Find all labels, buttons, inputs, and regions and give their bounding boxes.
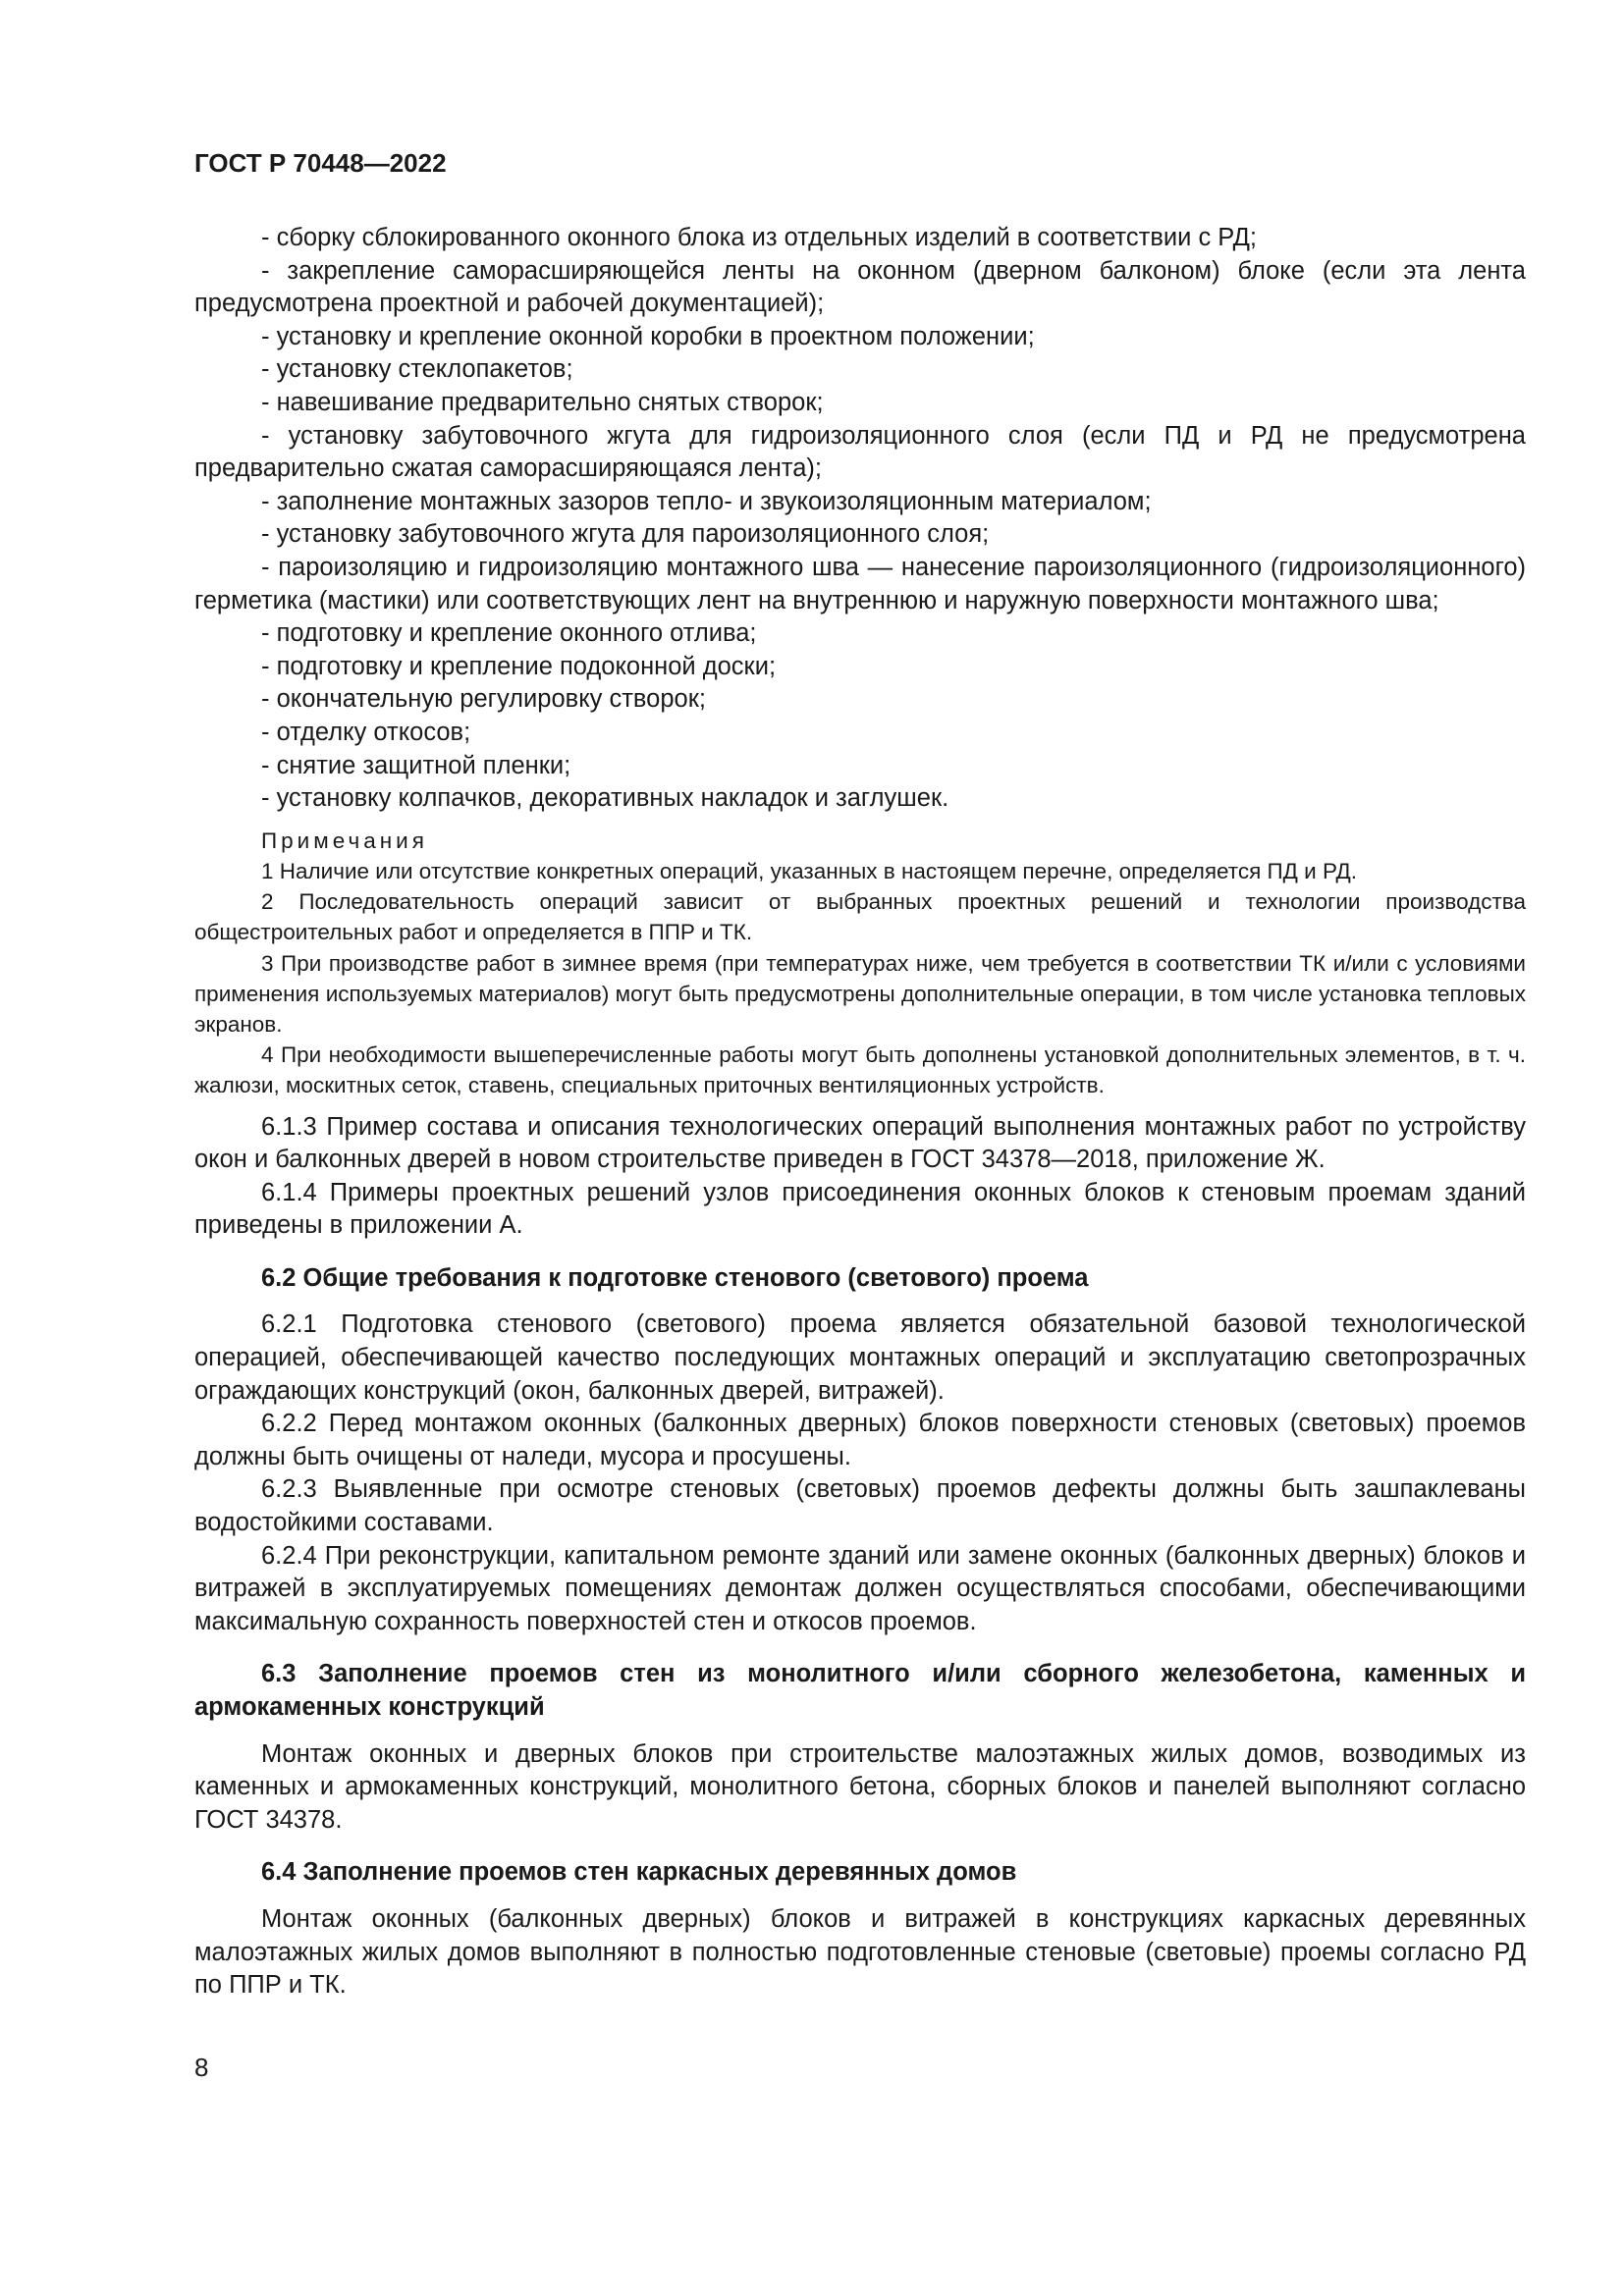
section-6-4-body bbox=[194, 1903, 1526, 2002]
list-item: - подготовку и крепление оконного отлива; bbox=[261, 619, 757, 648]
clause-6-2-2: 6.2.2 Перед монтажом оконных (балконных дверных) блоков поверхности стеновых (световых) проемов должны быть очищены от наледи, мусора и просушены. bbox=[194, 1410, 1526, 1470]
section-6-3-heading: 6.3 Заполнение проемов стен из монолитного и/или сборного железобетона, каменных и армокаменных конструкций bbox=[194, 1660, 1526, 1722]
list-item: - сборку сблокированного оконного блока из отдельных изделий в соответствии с РД; bbox=[261, 224, 1257, 251]
list-item: - заполнение монтажных зазоров тепло- и звукоизоляционным материалом; bbox=[261, 487, 1152, 515]
note-item: 3 При производстве работ в зимнее время (при температурах ниже, чем требуется в соответствии ТК и/или с условиями применения используемых материалов) могут быть предусмотрены дополнительные операции, в том числе установка тепловых экранов. bbox=[194, 950, 1526, 1037]
list-item: - окончательную регулировку створок; bbox=[261, 685, 706, 714]
list-item: - установку и крепление оконной коробки в проектном положении; bbox=[261, 322, 1035, 350]
list-item: - установку колпачков, декоративных накладок и заглушек. bbox=[261, 784, 949, 813]
document-header-code: ГОСТ Р 70448—2022 bbox=[194, 148, 447, 178]
note-item: 4 При необходимости вышеперечисленные работы могут быть дополнены установкой дополнительных элементов, в т. ч. жалюзи, москитных сеток, ставень, специальных приточных вентиляционных устройств. bbox=[194, 1042, 1526, 1098]
notes-title: Примечания bbox=[261, 828, 428, 853]
section-6-3-body bbox=[194, 1738, 1526, 1838]
list-item: - закрепление саморасширяющейся ленты на оконном (дверном балконом) блоке (если эта лента предусмотрена проектной и рабочей документацией); bbox=[194, 256, 1526, 318]
clause-6-1-3: 6.1.3 Пример состава и описания технологических операций выполнения монтажных работ по устройству окон и балконных дверей в новом строительстве приведен в ГОСТ 34378—2018, приложение Ж. bbox=[194, 1112, 1526, 1174]
list-item: - отделку откосов; bbox=[261, 718, 471, 746]
clauses-6-1-3-6-1-4 bbox=[194, 1111, 1526, 1243]
section-6-4-heading: 6.4 Заполнение проемов стен каркасных деревянных домов bbox=[261, 1858, 1017, 1887]
note-item: 1 Наличие или отсутствие конкретных операций, указанных в настоящем перечне, определяется ПД и РД. bbox=[261, 858, 1357, 883]
section-6-2-body bbox=[194, 1308, 1526, 1638]
notes-block bbox=[194, 826, 1526, 1101]
clause-6-2-4: 6.2.4 При реконструкции, капитальном ремонте зданий или замене оконных (балконных дверных) блоков и витражей в эксплуатируемых помещениях демонтаж должен осуществляться способами, обеспечивающими максимальную сохранность поверхностей стен и откосов проемов. bbox=[194, 1541, 1526, 1635]
document-page bbox=[194, 147, 1526, 2002]
list-item: - установку забутовочного жгута для гидроизоляционного слоя (если ПД и РД не предусмотрена предварительно сжатая саморасширяющаяся лента); bbox=[194, 421, 1526, 483]
list-item: - пароизоляцию и гидроизоляцию монтажного шва — нанесение пароизоляционного (гидроизоляционного) герметика (мастики) или соответствующих лент на внутреннюю и наружную поверхности монтажного шва; bbox=[194, 553, 1526, 614]
clause-6-1-4: 6.1.4 Примеры проектных решений узлов присоединения оконных блоков к стеновым проемам зданий приведены в приложении А. bbox=[194, 1178, 1526, 1240]
clause-6-2-1: 6.2.1 Подготовка стенового (светового) проема является обязательной базовой технологической операцией, обеспечивающей качество последующих монтажных операций и эксплуатацию светопрозрачных ограждающих конструкций (окон, балконных дверей, витражей). bbox=[194, 1310, 1526, 1405]
list-item: - установку стеклопакетов; bbox=[261, 355, 573, 384]
list-item: - установку забутовочного жгута для пароизоляционного слоя; bbox=[261, 520, 990, 549]
list-item: - подготовку и крепление подоконной доски; bbox=[261, 652, 777, 680]
section-6-4-paragraph: Монтаж оконных (балконных дверных) блоков и витражей в конструкциях каркасных деревянных малоэтажных жилых домов выполняют в полностью подготовленные стеновые (световые) проемы согласно РД по ППР и ТК. bbox=[194, 1904, 1526, 2000]
page-number: 8 bbox=[194, 2053, 209, 2082]
list-item: - навешивание предварительно снятых створок; bbox=[261, 388, 824, 416]
section-6-2-heading: 6.2 Общие требования к подготовке стенового (светового) проема bbox=[261, 1263, 1089, 1292]
clause-6-2-3: 6.2.3 Выявленные при осмотре стеновых (световых) проемов дефекты должны быть зашпаклеваны водостойкими составами. bbox=[194, 1475, 1526, 1537]
list-item: - снятие защитной пленки; bbox=[261, 751, 571, 779]
note-item: 2 Последовательность операций зависит от выбранных проектных решений и технологии производства общестроительных работ и определяется в ППР и ТК. bbox=[194, 889, 1526, 945]
operations-list bbox=[194, 222, 1526, 816]
section-6-3-paragraph: Монтаж оконных и дверных блоков при строительстве малоэтажных жилых домов, возводимых из каменных и армокаменных конструкций, монолитного бетона, сборных блоков и панелей выполняют согласно ГОСТ 34378. bbox=[194, 1739, 1526, 1834]
